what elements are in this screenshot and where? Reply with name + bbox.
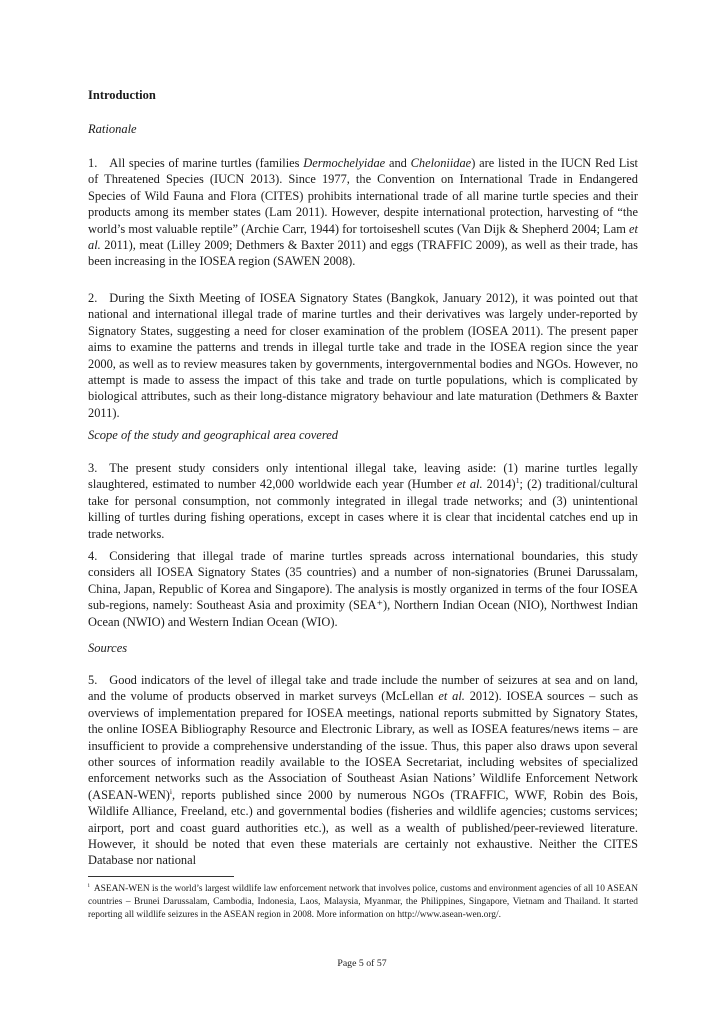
paragraph-4: 4. Considering that illegal trade of marine turtles spreads across international boundaries, this study considers all IOSEA Signatory States (35 countries) and a number of non-signatories (Brunei Darussalam, China, Japan, Republic of Korea and Singapore). The analysis is mostly organized in terms of the four IOSEA sub-regions, namely: Southeast Asia and proximity (SEA⁺), Northern Indian Ocean (NIO), Northwest Indian Ocean (NWIO) and Western Indian Ocean (WIO).: [88, 549, 638, 629]
paragraph-number: 4.: [88, 549, 98, 563]
page-number: Page 5 of 57: [337, 958, 387, 969]
paragraph-number: 1.: [88, 156, 98, 170]
paragraph-2: 2. During the Sixth Meeting of IOSEA Signatory States (Bangkok, January 2012), it was pointed out that national and international illegal trade of marine turtles and their derivatives was largely under-reported by Signatory States, suggesting a need for closer examination of the problem (IOSEA 2011). The present paper aims to examine the patterns and trends in illegal turtle take and trade in the IOSEA region since the year 2000, as well as to review measures taken by governments, intergovernmental bodies and NGOs. However, no attempt is made to assess the impact of this take and trade on turtle populations, which is complicated by biological attributes, such as their long-distance migratory behaviour and late maturation (Dethmers & Baxter 2011).: [88, 291, 638, 420]
footnote-ref: i: [169, 786, 173, 796]
subheading-scope: Scope of the study and geographical area covered: [88, 428, 339, 442]
paragraph-5: 5. Good indicators of the level of illegal take and trade include the number of seizures at sea and on land, and the volume of products observed in market surveys (McLellan et al. 2012). IOSEA sources – such as overviews of implementation prepared for IOSEA meetings, national reports submitted by Signatory States, the online IOSEA Bibliography Resource and Electronic Library, as well as IOSEA features/news items – are insufficient to provide a comprehensive understanding of the issue. Thus, this paper also draws upon several other sources of information readily available to the IOSEA Secretariat, including websites of specialized enforcement networks such as the Association of Southeast Asian Nations’ Wildlife Enforcement Network (ASEAN-WEN)$^i$, reports published since 2000 by numerous NGOs (TRAFFIC, WWF, Robin des Bois, Wildlife Alliance, Freeland, etc.) and governmental bodies (fisheries and wildlife agencies; customs services; airport, port and coast guard authorities etc.), as well as a wealth of published/peer-reviewed literature. However, it should be noted that even these materials are certainly not exhaustive. Neither the CITES Database nor national: [88, 673, 639, 868]
section-heading-introduction: Introduction: [88, 88, 156, 102]
paragraph-number: 3.: [88, 461, 98, 475]
footnote: [88, 883, 638, 923]
footnote-ref: 1: [515, 476, 520, 486]
paragraph-number: 2.: [88, 291, 98, 305]
subheading-sources: Sources: [88, 641, 128, 655]
footnote-marker: i: [88, 882, 90, 889]
subheading-rationale: Rationale: [88, 122, 137, 136]
paragraph-1: 1. All species of marine turtles (families Dermochelyidae and Cheloniidae) are listed in the IUCN Red List of Threatened Species (IUCN 2013). Since 1977, the Convention on International Trade in Endangered Species of Wild Fauna and Flora (CITES) prohibits international trade of all marine turtle species and their products among its member states (Lam 2011). However, despite international protection, harvesting of “the world’s most valuable reptile” (Archie Carr, 1944) for tortoiseshell scutes (Van Dijk & Shepherd 2004; Lam et al. 2011), meat (Lilley 2009; Dethmers & Baxter 2011) and eggs (TRAFFIC 2009), as well as their trade, has been increasing in the IOSEA region (SAWEN 2008).: [88, 156, 638, 269]
paragraph-number: 5.: [88, 673, 98, 687]
footnote-text: ASEAN-WEN is the world’s largest wildlife law enforcement network that involves police, customs and environment agencies of all 10 ASEAN countries – Brunei Darussalam, Cambodia, Indonesia, Laos, Malaysia, Myanmar, the Philippines, Singapore, Vietnam and Thailand. It started reporting all wildlife seizures in the ASEAN region in 2008. More information on http://www.asean-wen.org/.: [88, 884, 639, 921]
footnote-divider: [88, 876, 234, 877]
paragraph-3: 3. The present study considers only intentional illegal take, leaving aside: (1) marine turtles legally slaughtered, estimated to number 42,000 worldwide each year (Humber et al. 2014)$^1$; (2) traditional/cultural take for personal consumption, not commonly integrated in illegal trade networks; and (3) unintentional killing of turtles during fishing operations, except in cases where it is clear that incidental catches end up in trade networks.: [88, 461, 639, 541]
